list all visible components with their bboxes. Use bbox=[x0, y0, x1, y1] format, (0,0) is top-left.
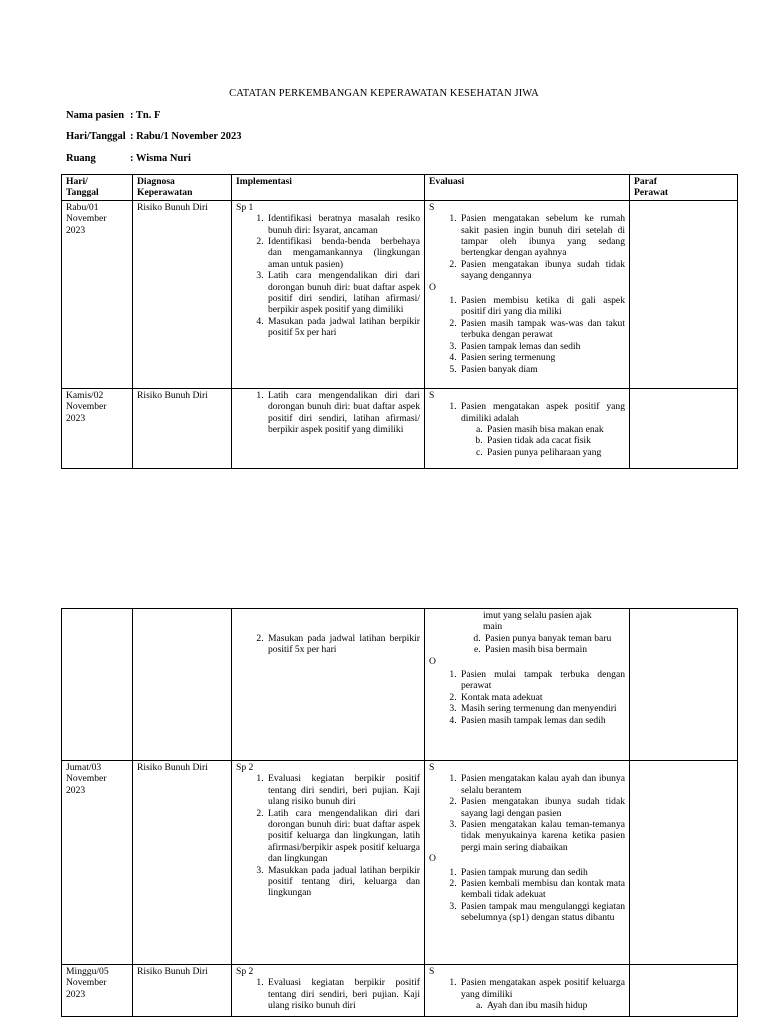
header-implementation: Implementasi bbox=[232, 175, 425, 201]
header-date: Hari/ Tanggal bbox=[62, 175, 133, 201]
row-implementation: Sp 2 1. Evaluasi kegiatan berpikir positif tentang diri sendiri, beri pujian. Kaji ulang risiko bunuh diri 2. Latih cara mengendalikan diri dari dorongan bunuh diri: buat daftar aspek positif keluarga dan lingkungan, latih afirmasi/berpikir aspek positif keluarga dan lingkungan 3. Masukkan pada jadual latihan berpikir positif tentang diri, keluarga dan lingkungan bbox=[232, 761, 425, 965]
progress-table-page-2 bbox=[61, 608, 738, 1017]
patient-name-label: Nama pasien bbox=[66, 110, 125, 121]
row-signature bbox=[630, 761, 738, 965]
date-label: Hari/Tanggal bbox=[66, 131, 126, 142]
patient-name-line bbox=[66, 110, 160, 121]
row-date: Rabu/01 November 2023 bbox=[62, 200, 133, 388]
row-date: Minggu/05 November 2023 bbox=[62, 965, 133, 1017]
row-implementation: Sp 1 1. Identifikasi beratnya masalah resiko bunuh diri: Isyarat, ancaman 2. Identifikasi benda-benda berbehaya dan mengamankannya (lingkungan aman untuk pasien) 3. Latih cara mengendalikan diri dari dorongan bunuh diri: buat daftar aspek positif diri sendiri, latihan afirmasi/ berpikir aspek positif yang dimiliki 4. Masukan pada jadwal latihan berpikir positif 5x per hari bbox=[232, 200, 425, 388]
row-evaluation: imut yang selalu pasien ajak main d. Pasien punya banyak teman baru e. Pasien masih bisa bermain O 1. Pasien mulai tampak terbuka dengan perawat 2. Kontak mata adekuat 3. Masih sering termenung dan menyendiri 4. Pasien masih tampak lemas dan sedih bbox=[425, 609, 630, 761]
row-diagnosis: Risiko Bunuh Diri bbox=[133, 200, 232, 388]
header-signature: Paraf Perawat bbox=[630, 175, 738, 201]
row-signature bbox=[630, 200, 738, 388]
table-row bbox=[62, 965, 738, 1017]
header-diagnosis: Diagnosa Keperawatan bbox=[133, 175, 232, 201]
table-row bbox=[62, 200, 738, 388]
row-signature bbox=[630, 388, 738, 468]
progress-table-page-1 bbox=[61, 174, 738, 469]
room-label: Ruang bbox=[66, 153, 96, 164]
row-diagnosis: Risiko Bunuh Diri bbox=[133, 965, 232, 1017]
header-evaluation: Evaluasi bbox=[425, 175, 630, 201]
row-date: Kamis/02 November 2023 bbox=[62, 388, 133, 468]
page-2 bbox=[0, 608, 768, 1024]
room-value: : Wisma Nuri bbox=[130, 153, 191, 164]
row-evaluation: S 1. Pasien mengatakan aspek positif yang dimiliki adalah a. Pasien masih bisa makan enak b. Pasien tidak ada cacat fisik c. Pasien punya peliharaan yang bbox=[425, 388, 630, 468]
row-diagnosis: Risiko Bunuh Diri bbox=[133, 761, 232, 965]
row-evaluation: S 1. Pasien mengatakan aspek positif keluarga yang dimiliki a. Ayah dan ibu masih hidup bbox=[425, 965, 630, 1017]
row-signature bbox=[630, 965, 738, 1017]
table-row bbox=[62, 388, 738, 468]
row-date bbox=[62, 609, 133, 761]
row-signature bbox=[630, 609, 738, 761]
patient-name-value: : Tn. F bbox=[130, 110, 161, 121]
document-title: CATATAN PERKEMBANGAN KEPERAWATAN KESEHATAN JIWA bbox=[229, 88, 539, 99]
table-row bbox=[62, 609, 738, 761]
date-value: : Rabu/1 November 2023 bbox=[130, 131, 242, 142]
table-header-row bbox=[62, 175, 738, 201]
row-implementation: 2. Masukan pada jadwal latihan berpikir positif 5x per hari bbox=[232, 609, 425, 761]
row-date: Jumat/03 November 2023 bbox=[62, 761, 133, 965]
room-line bbox=[66, 153, 191, 164]
row-implementation: 1. Latih cara mengendalikan diri dari dorongan bunuh diri: buat daftar aspek positif diri sendiri, latihan afirmasi/ berpikir aspek positif yang dimiliki bbox=[232, 388, 425, 468]
row-evaluation: S 1. Pasien mengatakan kalau ayah dan ibunya selalu berantem 2. Pasien mengatakan ibunya sudah tidak sayang lagi dengan pasien 3. Pasien mengatakan kalau teman-temanya tidak menyukainya karena ketika pasien pergi main sering diabaikan O 1. Pasien tampak murung dan sedih 2. Pasien kembali membisu dan kontak mata kembali tidak adekuat 3. Pasien tampak mau mengulanggi kegiatan sebelumnya (sp1) dengan status dibantu bbox=[425, 761, 630, 965]
row-diagnosis bbox=[133, 609, 232, 761]
row-evaluation: S 1. Pasien mengatakan sebelum ke rumah sakit pasien ingin bunuh diri setelah di tampar oleh ibunya yang sedang bertengkar dengan ayahnya 2. Pasien mengatakan ibunya sudah tidak sayang dengannya O 1. Pasien membisu ketika di gali aspek positif diri yang dia miliki 2. Pasien masih tampak was-was dan takut terbuka dengan perawat 3. Pasien tampak lemas dan sedih 4. Pasien sering termenung 5. Pasien banyak diam bbox=[425, 200, 630, 388]
date-line bbox=[66, 131, 242, 142]
table-row bbox=[62, 761, 738, 965]
row-diagnosis: Risiko Bunuh Diri bbox=[133, 388, 232, 468]
row-implementation: Sp 2 1. Evaluasi kegiatan berpikir positif tentang diri sendiri, beri pujian. Kaji ulang risiko bunuh diri bbox=[232, 965, 425, 1017]
